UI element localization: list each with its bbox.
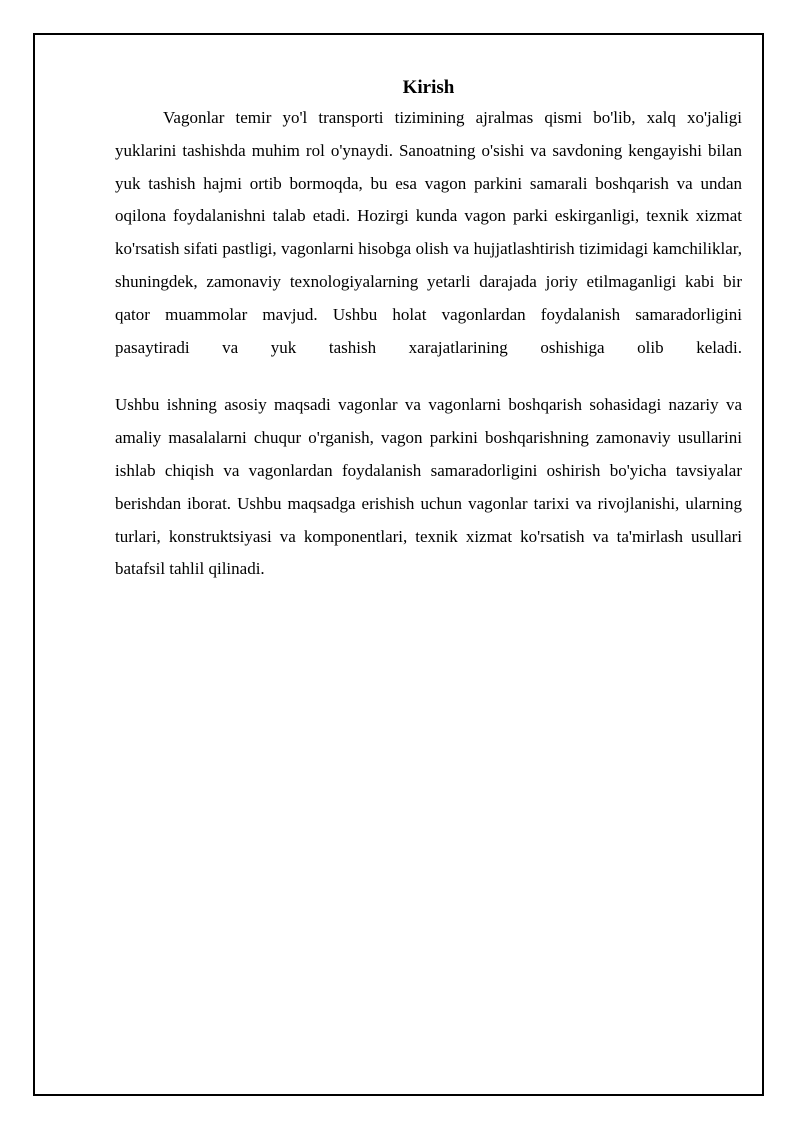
paragraph-introduction: Vagonlar temir yo'l transporti tizimining ajralmas qismi bo'lib, xalq xo'jaligi yuklarini tashishda muhim rol o'ynaydi. Sanoatning o'sishi va savdoning kengayishi bilan yuk tashish hajmi ortib bormoqda, bu esa vagon parkini samarali boshqarish va undan oqilona foydalanishni talab etadi. Hozirgi kunda vagon parki eskirganligi, texnik xizmat ko'rsatish sifati pastligi, vagonlarni hisobga olish va hujjatlashtirish tizimidagi kamchiliklar, shuningdek, zamonaviy texnologiyalarning yetarli darajada joriy etilmaganligi kabi bir qator muammolar mavjud. Ushbu holat vagonlardan foydalanish samaradorligini pasaytiradi va yuk tashish xarajatlarining oshishiga olib keladi. xyxy=(115,108,742,357)
paragraph-purpose: Ushbu ishning asosiy maqsadi vagonlar va vagonlarni boshqarish sohasidagi nazariy va amaliy masalalarni chuqur o'rganish, vagon parkini boshqarishning zamonaviy usullarini ishlab chiqish va vagonlardan foydalanish samaradorligini oshirish bo'yicha tavsiyalar berishdan iborat. Ushbu maqsadga erishish uchun vagonlar tarixi va rivojlanishi, ularning turlari, konstruktsiyasi va komponentlari, texnik xizmat ko'rsatish va ta'mirlash usullari batafsil tahlil qilinadi. xyxy=(115,395,742,579)
document-body xyxy=(115,74,742,586)
document-title: Kirish xyxy=(402,77,455,98)
